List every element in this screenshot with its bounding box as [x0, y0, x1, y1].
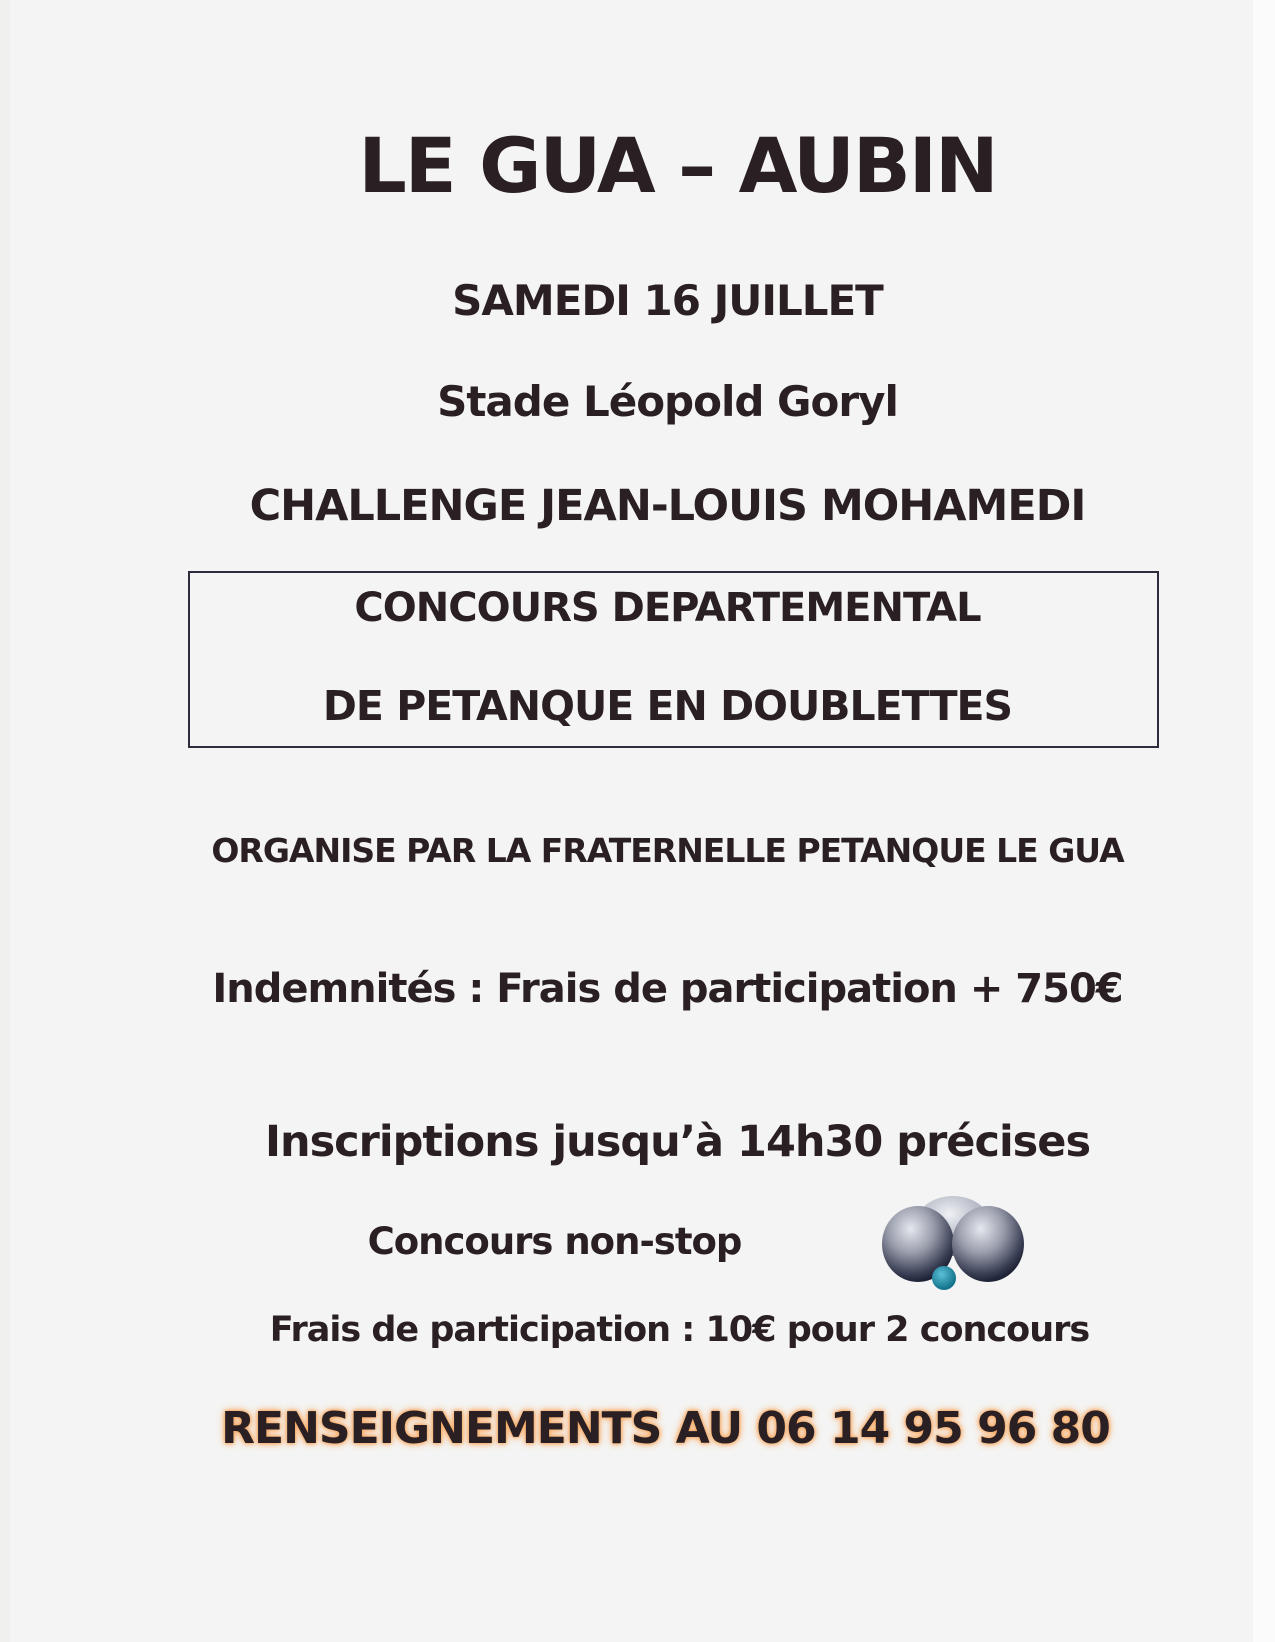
scan-edge-right — [1253, 0, 1275, 1642]
scan-edge-left — [0, 0, 10, 1642]
contact-line: RENSEIGNEMENTS AU 06 14 95 96 80 — [221, 1403, 1110, 1454]
fees-line: Frais de participation : 10€ pour 2 concours — [269, 1310, 1090, 1350]
inscriptions-line: Inscriptions jusqu’à 14h30 précises — [264, 1117, 1091, 1167]
format-line: Concours non-stop — [367, 1220, 742, 1263]
event-venue: Stade Léopold Goryl — [437, 377, 898, 426]
competition-heading-line2: DE PETANQUE EN DOUBLETTES — [322, 682, 1013, 730]
event-date: SAMEDI 16 JUILLET — [452, 276, 883, 325]
petanque-boules-icon — [880, 1192, 1026, 1292]
organiser-line: ORGANISE PAR LA FRATERNELLE PETANQUE LE GUA — [211, 831, 1124, 870]
poster-title: LE GUA – AUBIN — [358, 121, 997, 210]
challenge-name: CHALLENGE JEAN-LOUIS MOHAMEDI — [249, 481, 1086, 531]
competition-heading-line1: CONCOURS DEPARTEMENTAL — [354, 585, 981, 631]
indemnites-line: Indemnités : Frais de participation + 750€ — [212, 966, 1123, 1012]
